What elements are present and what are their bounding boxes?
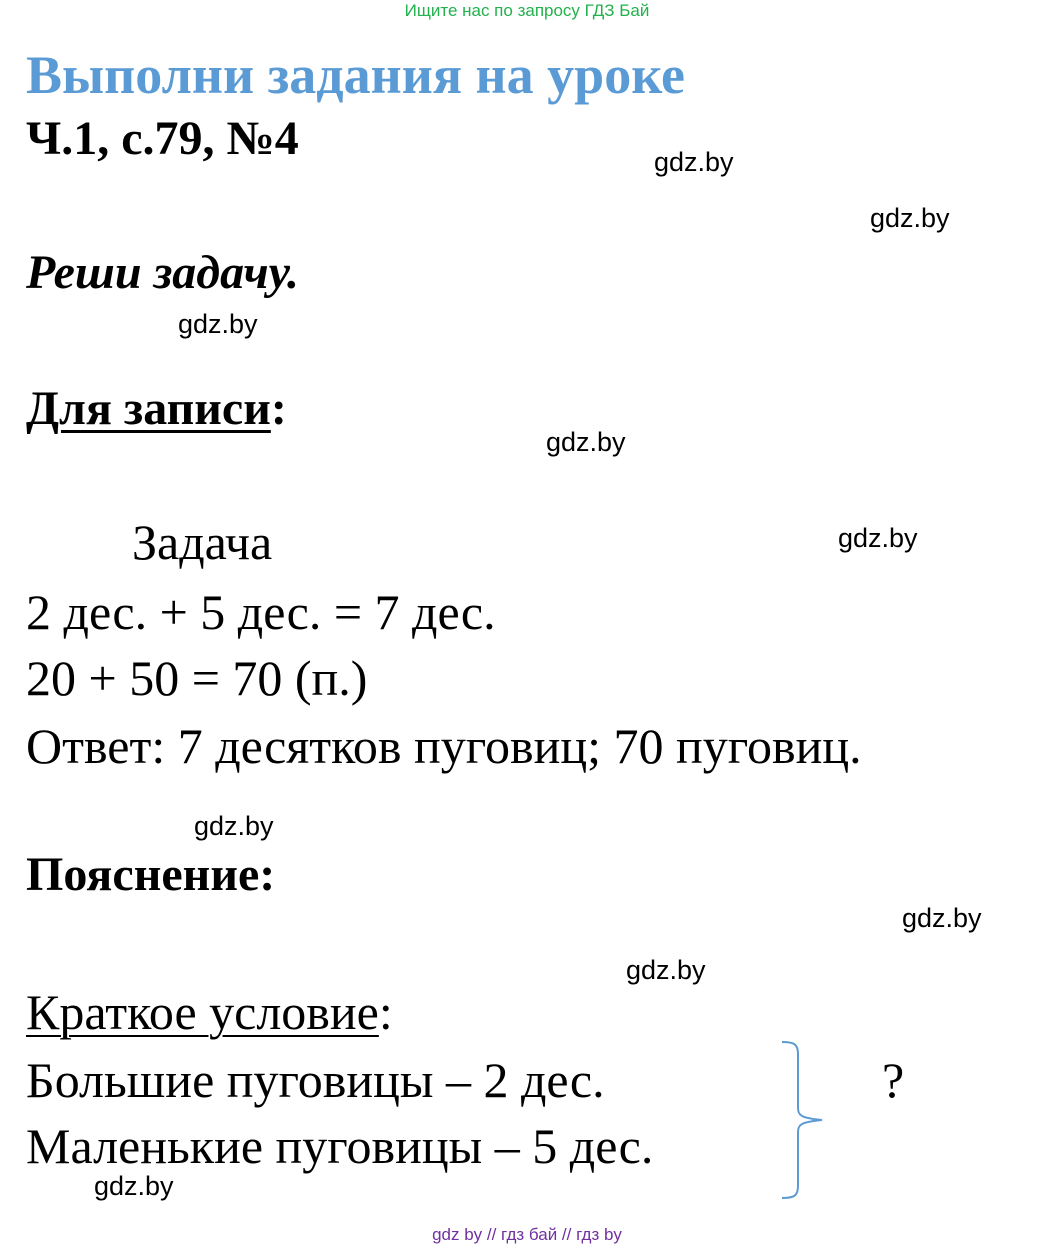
task-heading: Реши задачу. (26, 246, 299, 299)
question-mark: ? (882, 1052, 905, 1108)
condition-row: Большие пуговицы – 2 дес. (26, 1052, 605, 1108)
condition-label-word: Краткое условие (26, 984, 379, 1040)
watermark: gdz.by (838, 523, 918, 553)
watermark: gdz.by (654, 147, 734, 177)
record-heading (26, 380, 287, 438)
watermark: gdz.by (194, 811, 274, 841)
solution-line: 20 + 50 = 70 (п.) (26, 650, 368, 706)
watermark: gdz.by (546, 427, 626, 457)
record-heading-colon: : (270, 382, 287, 435)
page-title: Выполни задания на уроке (26, 45, 685, 105)
condition-label (26, 982, 393, 1042)
watermark: gdz.by (178, 309, 258, 339)
condition-label-colon: : (378, 984, 393, 1040)
footer-links: gdz by // гдз бай // гдз by (432, 1225, 622, 1244)
watermark: gdz.by (870, 203, 950, 233)
watermark: gdz.by (626, 955, 706, 985)
watermark: gdz.by (902, 903, 982, 933)
exercise-reference: Ч.1, с.79, №4 (26, 112, 299, 165)
watermark: gdz.by (94, 1171, 174, 1201)
record-heading-word: Для записи (26, 382, 271, 435)
condition-row: Маленькие пуговицы – 5 дес. (26, 1118, 654, 1174)
right-brace (780, 1040, 830, 1202)
top-banner: Ищите нас по запросу ГДЗ Бай (404, 1, 650, 20)
solution-line: 2 дес. + 5 дес. = 7 дес. (26, 584, 496, 640)
solution-label: Задача (132, 514, 273, 570)
explanation-heading: Пояснение: (26, 848, 276, 901)
answer-line: Ответ: 7 десятков пуговиц; 70 пуговиц. (26, 718, 862, 774)
